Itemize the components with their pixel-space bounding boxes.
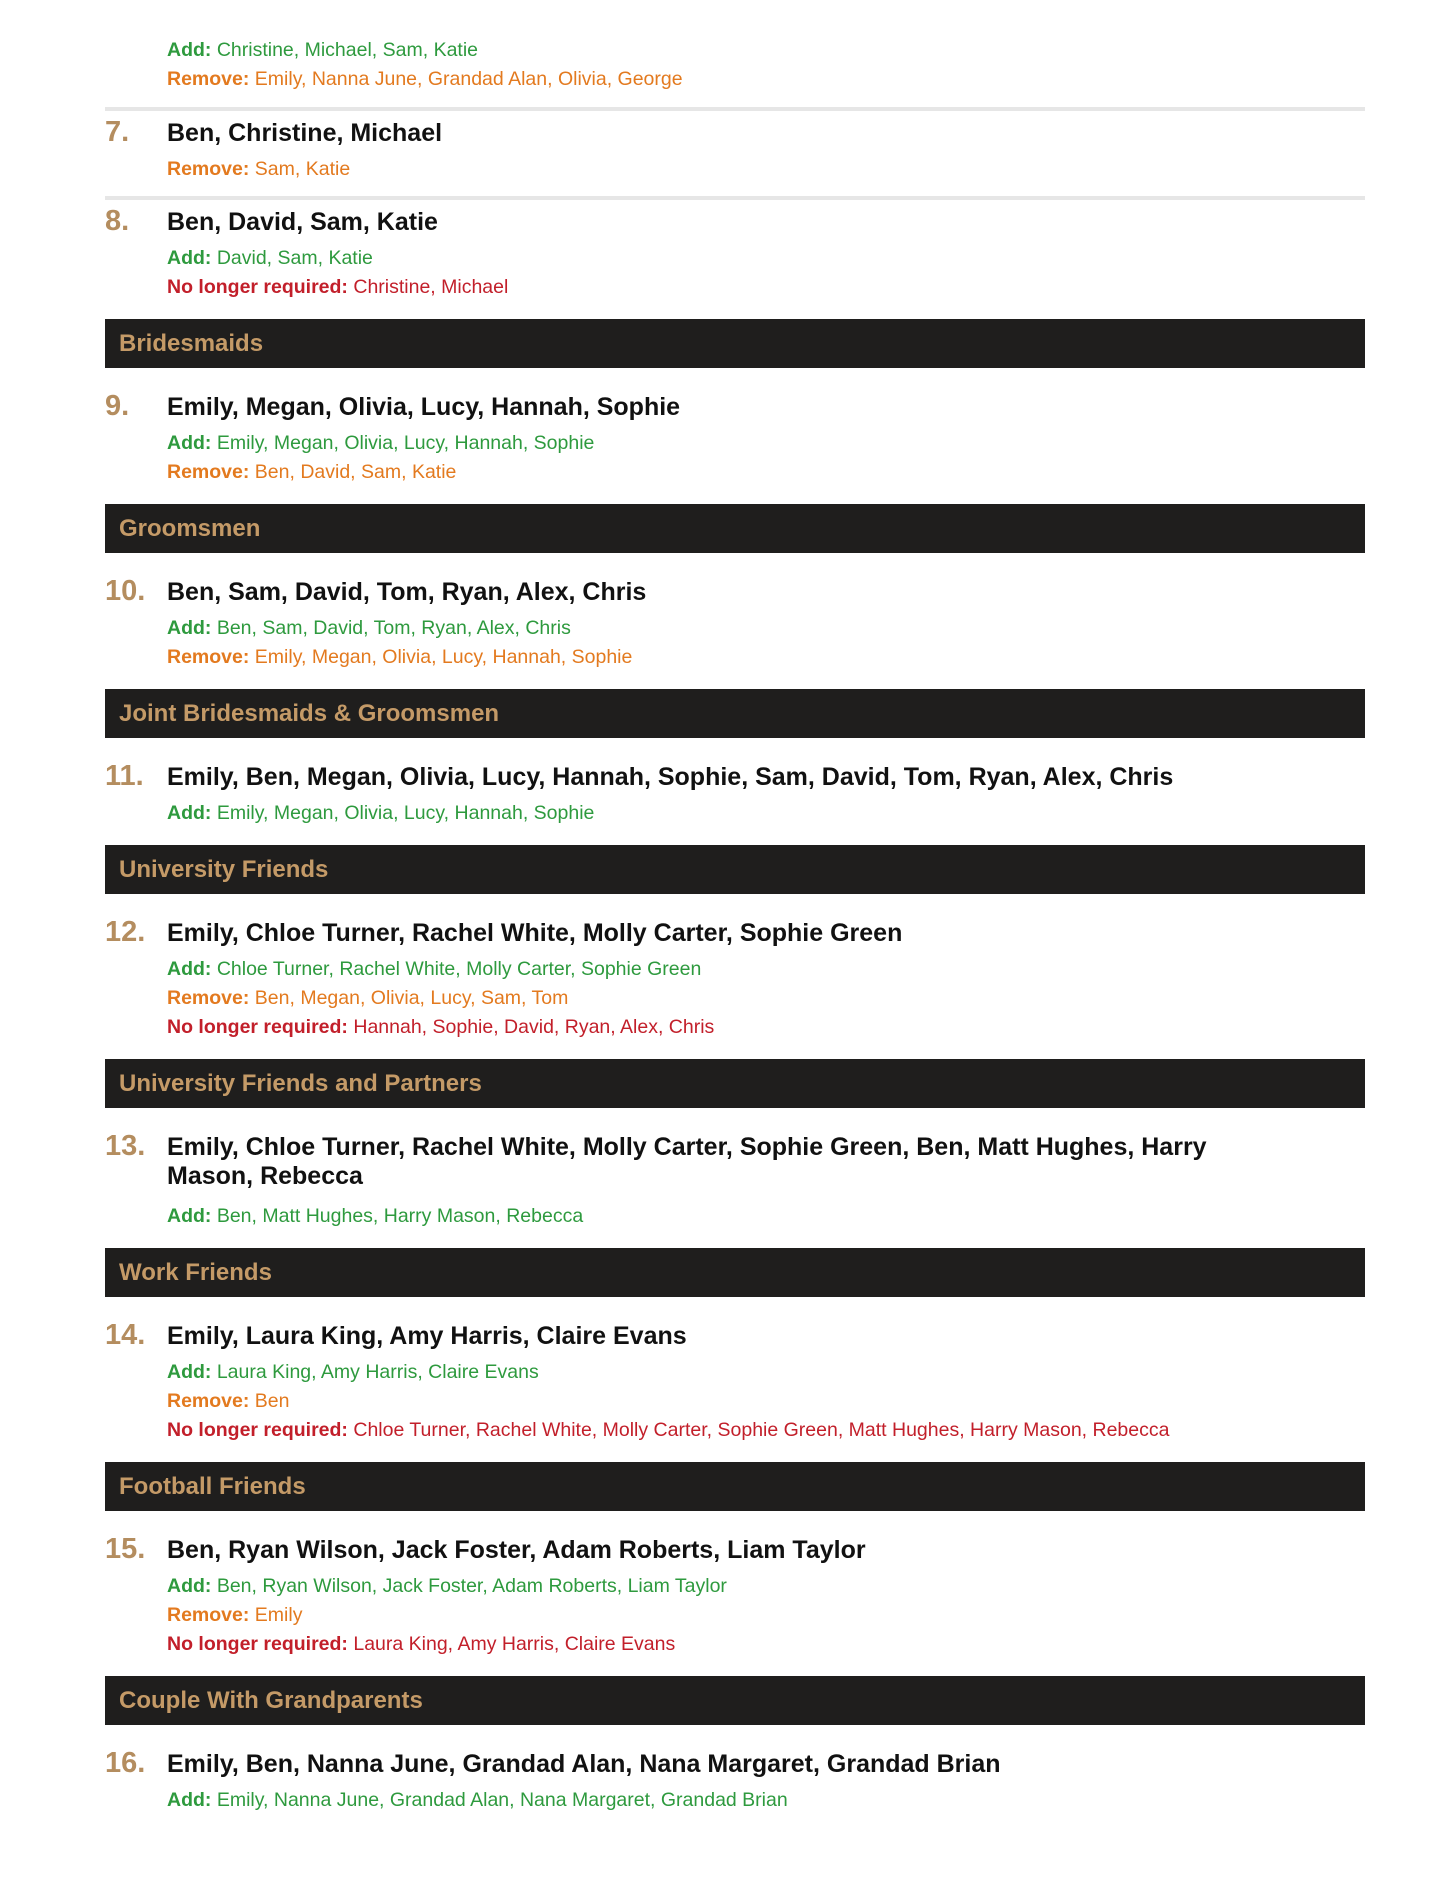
no-longer-required-names: Christine, Michael bbox=[353, 276, 509, 298]
add-names: David, Sam, Katie bbox=[216, 247, 373, 269]
add-line bbox=[167, 955, 1365, 984]
shot-names: Ben, Ryan Wilson, Jack Foster, Adam Roberts, Liam Taylor bbox=[167, 1536, 866, 1564]
remove-names: Emily, Megan, Olivia, Lucy, Hannah, Sophie bbox=[254, 646, 633, 668]
add-line bbox=[167, 1786, 1365, 1815]
shot-names: Emily, Chloe Turner, Rachel White, Molly Carter, Sophie Green, Ben, Matt Hughes, Harry Mason, Rebecca bbox=[167, 1133, 1207, 1190]
add-line bbox=[167, 799, 1365, 828]
remove-line bbox=[167, 65, 1365, 94]
shot-number: 8. bbox=[105, 205, 130, 237]
remove-names: Ben bbox=[254, 1390, 290, 1412]
section-header-university-friends: University Friends bbox=[105, 845, 1365, 894]
remove-names: Emily bbox=[254, 1604, 303, 1626]
shot-names: Emily, Ben, Nanna June, Grandad Alan, Nana Margaret, Grandad Brian bbox=[167, 1750, 1001, 1778]
section-header-bridesmaids: Bridesmaids bbox=[105, 319, 1365, 368]
remove-names: Sam, Katie bbox=[254, 158, 351, 180]
shot-names: Emily, Laura King, Amy Harris, Claire Evans bbox=[167, 1322, 687, 1350]
remove-line bbox=[167, 1387, 1365, 1416]
shot-list-document bbox=[105, 0, 1365, 1815]
remove-names: Ben, David, Sam, Katie bbox=[254, 461, 457, 483]
remove-label: Remove: bbox=[167, 646, 250, 668]
add-names: Laura King, Amy Harris, Claire Evans bbox=[216, 1361, 539, 1383]
remove-line bbox=[167, 643, 1365, 672]
no-longer-required-label: No longer required: bbox=[167, 1633, 348, 1655]
add-label: Add: bbox=[167, 247, 212, 269]
shot-item-16 bbox=[105, 1749, 1365, 1815]
add-label: Add: bbox=[167, 802, 212, 824]
shot-names: Ben, David, Sam, Katie bbox=[167, 208, 438, 236]
shot-number: 16. bbox=[105, 1747, 146, 1779]
no-longer-required-line bbox=[167, 1013, 1365, 1042]
shot-number: 12. bbox=[105, 916, 146, 948]
no-longer-required-label: No longer required: bbox=[167, 1419, 348, 1441]
add-names: Emily, Nanna June, Grandad Alan, Nana Margaret, Grandad Brian bbox=[216, 1789, 788, 1811]
add-label: Add: bbox=[167, 617, 212, 639]
add-names: Ben, Matt Hughes, Harry Mason, Rebecca bbox=[216, 1205, 584, 1227]
remove-label: Remove: bbox=[167, 461, 250, 483]
section-header-groomsmen: Groomsmen bbox=[105, 504, 1365, 553]
no-longer-required-names: Laura King, Amy Harris, Claire Evans bbox=[353, 1633, 676, 1655]
add-line bbox=[167, 36, 1365, 65]
no-longer-required-names: Chloe Turner, Rachel White, Molly Carter, Sophie Green, Matt Hughes, Harry Mason, Rebecca bbox=[353, 1419, 1170, 1441]
remove-names: Ben, Megan, Olivia, Lucy, Sam, Tom bbox=[254, 987, 569, 1009]
add-names: Ben, Sam, David, Tom, Ryan, Alex, Chris bbox=[216, 617, 571, 639]
shot-names: Emily, Ben, Megan, Olivia, Lucy, Hannah, Sophie, Sam, David, Tom, Ryan, Alex, Chris bbox=[167, 763, 1174, 791]
add-names: Chloe Turner, Rachel White, Molly Carter, Sophie Green bbox=[216, 958, 702, 980]
shot-number: 10. bbox=[105, 575, 146, 607]
remove-label: Remove: bbox=[167, 1390, 250, 1412]
shot-names: Ben, Christine, Michael bbox=[167, 119, 443, 147]
add-names: Emily, Megan, Olivia, Lucy, Hannah, Sophie bbox=[216, 432, 595, 454]
no-longer-required-line bbox=[167, 1630, 1365, 1659]
shot-item-9 bbox=[105, 392, 1365, 487]
section-header-work-friends: Work Friends bbox=[105, 1248, 1365, 1297]
shot-item-8 bbox=[105, 207, 1365, 302]
section-header-university-friends-partners: University Friends and Partners bbox=[105, 1059, 1365, 1108]
add-label: Add: bbox=[167, 1205, 212, 1227]
shot-item-7 bbox=[105, 118, 1365, 184]
shot-number: 13. bbox=[105, 1130, 146, 1162]
no-longer-required-label: No longer required: bbox=[167, 276, 348, 298]
divider bbox=[105, 107, 1365, 111]
add-label: Add: bbox=[167, 958, 212, 980]
no-longer-required-line bbox=[167, 1416, 1365, 1445]
no-longer-required-names: Hannah, Sophie, David, Ryan, Alex, Chris bbox=[353, 1016, 715, 1038]
remove-names: Emily, Nanna June, Grandad Alan, Olivia, George bbox=[254, 68, 683, 90]
shot-number: 9. bbox=[105, 390, 130, 422]
remove-line bbox=[167, 1601, 1365, 1630]
remove-label: Remove: bbox=[167, 987, 250, 1009]
add-label: Add: bbox=[167, 39, 212, 61]
shot-item-12 bbox=[105, 918, 1365, 1042]
add-label: Add: bbox=[167, 432, 212, 454]
shot-names: Ben, Sam, David, Tom, Ryan, Alex, Chris bbox=[167, 578, 647, 606]
shot-item-13 bbox=[105, 1132, 1365, 1231]
no-longer-required-label: No longer required: bbox=[167, 1016, 348, 1038]
section-header-football-friends: Football Friends bbox=[105, 1462, 1365, 1511]
remove-line bbox=[167, 155, 1365, 184]
shot-number: 15. bbox=[105, 1533, 146, 1565]
shot-item-14 bbox=[105, 1321, 1365, 1445]
remove-line bbox=[167, 458, 1365, 487]
add-line bbox=[167, 429, 1365, 458]
shot-item-10 bbox=[105, 577, 1365, 672]
add-line bbox=[167, 614, 1365, 643]
shot-item-11 bbox=[105, 762, 1365, 828]
no-longer-required-line bbox=[167, 273, 1365, 302]
add-names: Ben, Ryan Wilson, Jack Foster, Adam Roberts, Liam Taylor bbox=[216, 1575, 727, 1597]
divider bbox=[105, 196, 1365, 200]
add-line bbox=[167, 1358, 1365, 1387]
shot-item-partial bbox=[105, 36, 1365, 94]
add-label: Add: bbox=[167, 1361, 212, 1383]
add-label: Add: bbox=[167, 1575, 212, 1597]
shot-names: Emily, Chloe Turner, Rachel White, Molly Carter, Sophie Green bbox=[167, 919, 903, 947]
add-names: Christine, Michael, Sam, Katie bbox=[216, 39, 479, 61]
shot-item-15 bbox=[105, 1535, 1365, 1659]
add-line bbox=[167, 1572, 1365, 1601]
section-header-couple-with-grandparents: Couple With Grandparents bbox=[105, 1676, 1365, 1725]
remove-label: Remove: bbox=[167, 68, 250, 90]
remove-label: Remove: bbox=[167, 158, 250, 180]
shot-number: 7. bbox=[105, 116, 130, 148]
remove-label: Remove: bbox=[167, 1604, 250, 1626]
remove-line bbox=[167, 984, 1365, 1013]
section-header-joint-bridesmaids-groomsmen: Joint Bridesmaids & Groomsmen bbox=[105, 689, 1365, 738]
shot-number: 14. bbox=[105, 1319, 146, 1351]
shot-number: 11. bbox=[105, 760, 144, 792]
add-line bbox=[167, 1202, 1365, 1231]
add-line bbox=[167, 244, 1365, 273]
add-names: Emily, Megan, Olivia, Lucy, Hannah, Sophie bbox=[216, 802, 595, 824]
add-label: Add: bbox=[167, 1789, 212, 1811]
shot-names: Emily, Megan, Olivia, Lucy, Hannah, Sophie bbox=[167, 393, 681, 421]
